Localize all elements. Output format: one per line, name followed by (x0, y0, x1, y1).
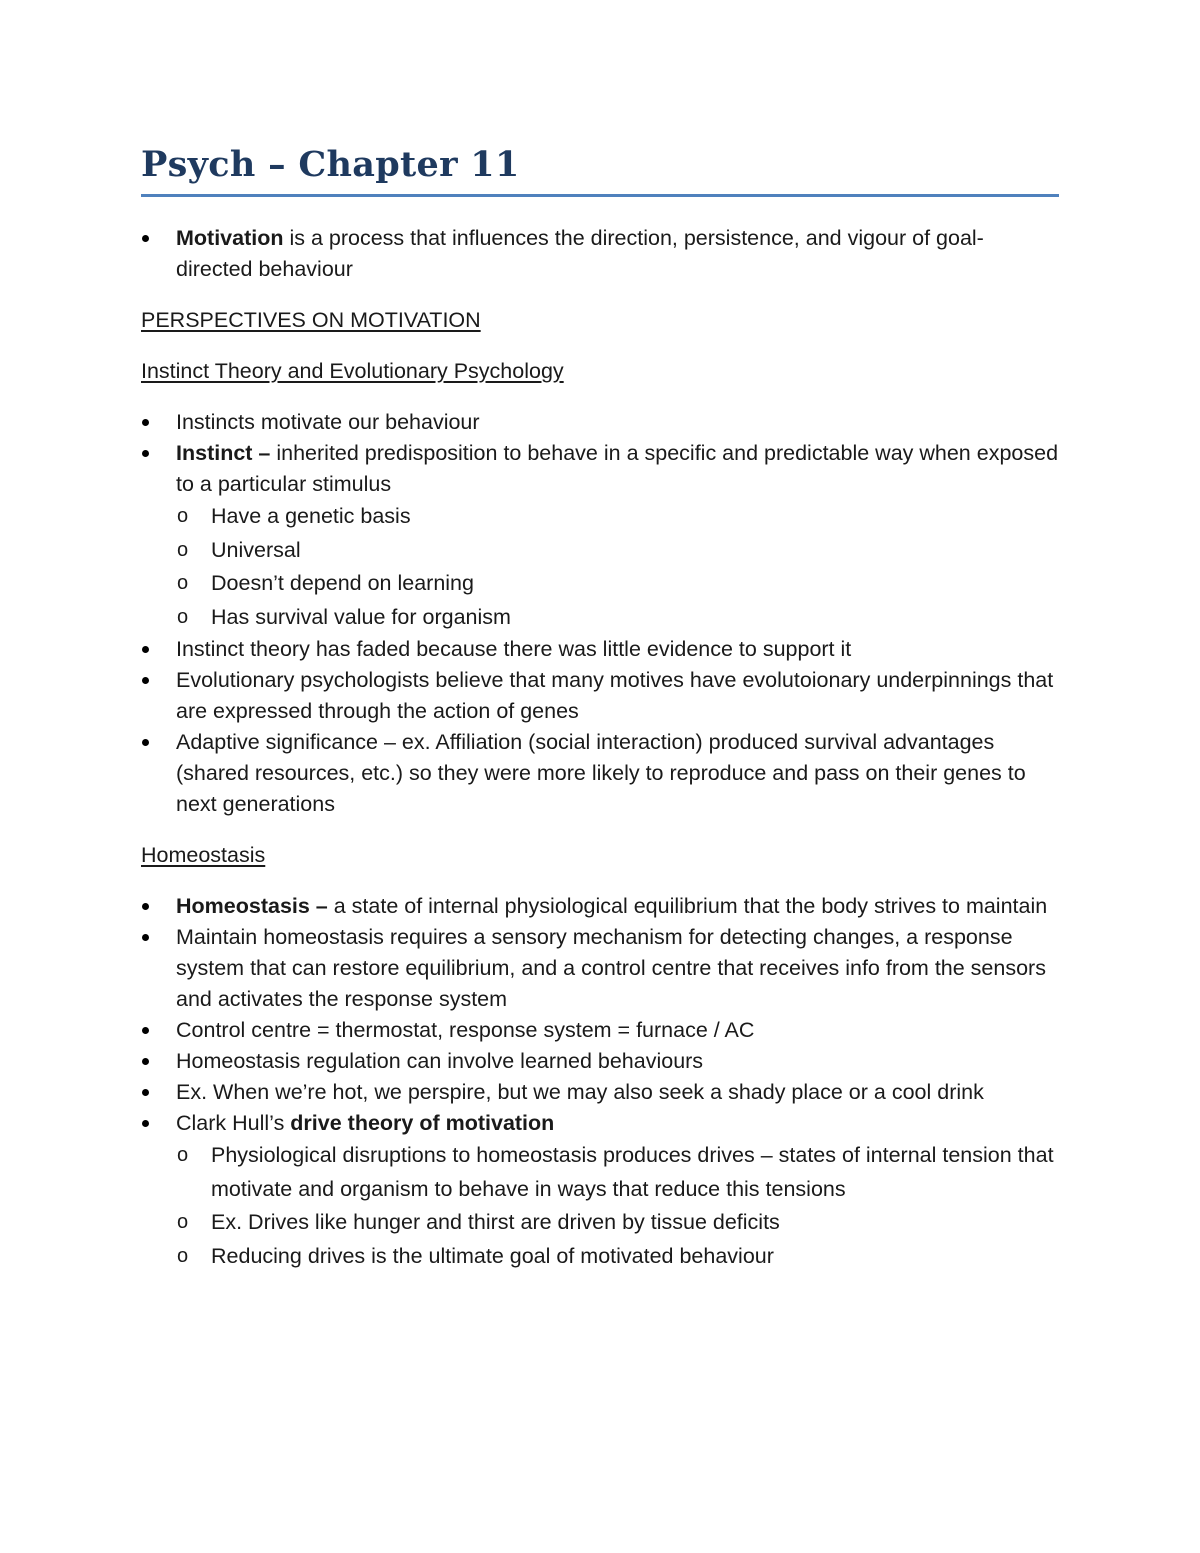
sub-bullet-marker: o (177, 505, 189, 527)
title-underline (141, 194, 1059, 197)
sub-bullet-marker: o (177, 1211, 189, 1233)
list-item: Instincts motivate our behaviour (141, 407, 1059, 438)
sub-bullet-marker: o (177, 605, 189, 628)
sub-list-item: o Ex. Drives like hunger and thirst are driven by tissue deficits (141, 1206, 1059, 1240)
list-item: Adaptive significance – ex. Affiliation (social interaction) produced survival advantages (shared resources, etc.) so they were more likely to reproduce and pass on their genes to next generations (141, 727, 1059, 820)
sub-bullet-marker: o (177, 538, 189, 561)
term-drive-theory: drive theory of motivation (290, 1111, 555, 1135)
sub-list-item: o Has survival value for organism (141, 601, 1059, 635)
list-item: Maintain homeostasis requires a sensory mechanism for detecting changes, a response system that can restore equilibrium, and a control centre that receives info from the sensors and activates the response system (141, 922, 1059, 1015)
intro-list (141, 223, 1059, 285)
page-title: Psych – Chapter 11 (141, 144, 520, 185)
term-motivation: Motivation (176, 226, 284, 250)
definition-text: inherited predisposition to behave in a specific and predictable way when exposed to a particular stimulus (176, 441, 1059, 496)
list-item: Homeostasis regulation can involve learned behaviours (141, 1046, 1059, 1077)
list-item: Clark Hull’s drive theory of motivation (141, 1108, 1059, 1139)
list-item (141, 438, 1059, 500)
sub-bullet-marker: o (177, 1144, 189, 1166)
instinct-sublist (141, 500, 1059, 634)
sub-list-item: o Reducing drives is the ultimate goal of motivated behaviour (141, 1240, 1059, 1274)
definition-text: a state of internal physiological equilibrium that the body strives to maintain (327, 894, 1048, 918)
section-heading: PERSPECTIVES ON MOTIVATION (141, 308, 481, 332)
sub-list-item: o Doesn’t depend on learning (141, 567, 1059, 601)
sub-list-item: o Have a genetic basis (141, 500, 1059, 534)
document-page (141, 138, 1059, 1273)
list-item: Control centre = thermostat, response system = furnace / AC (141, 1015, 1059, 1046)
sub-bullet-marker: o (177, 572, 189, 594)
list-item (141, 891, 1059, 922)
subsection-heading-homeostasis: Homeostasis (141, 843, 266, 867)
sub-list-item: o Physiological disruptions to homeostasis produces drives – states of internal tension that motivate and organism to behave in ways that reduce this tensions (141, 1139, 1059, 1206)
sub-bullet-marker: o (177, 1244, 189, 1267)
list-item: Instinct theory has faded because there was little evidence to support it (141, 634, 1059, 665)
sub-list-item: o Universal (141, 534, 1059, 568)
list-item: Ex. When we’re hot, we perspire, but we may also seek a shady place or a cool drink (141, 1077, 1059, 1108)
subsection-heading-instinct: Instinct Theory and Evolutionary Psychology (141, 359, 564, 383)
term-homeostasis: Homeostasis – (176, 894, 328, 918)
homeostasis-sublist (141, 1139, 1059, 1273)
list-item (141, 223, 1059, 285)
list-item: Evolutionary psychologists believe that many motives have evolutoionary underpinnings that are expressed through the action of genes (141, 665, 1059, 727)
term-instinct: Instinct – (176, 441, 271, 465)
instinct-list (141, 407, 1059, 500)
definition-text: is a process that influences the direction, persistence, and vigour of goal-directed behaviour (176, 226, 984, 281)
homeostasis-list (141, 891, 1059, 1139)
instinct-list-continued (141, 634, 1059, 820)
